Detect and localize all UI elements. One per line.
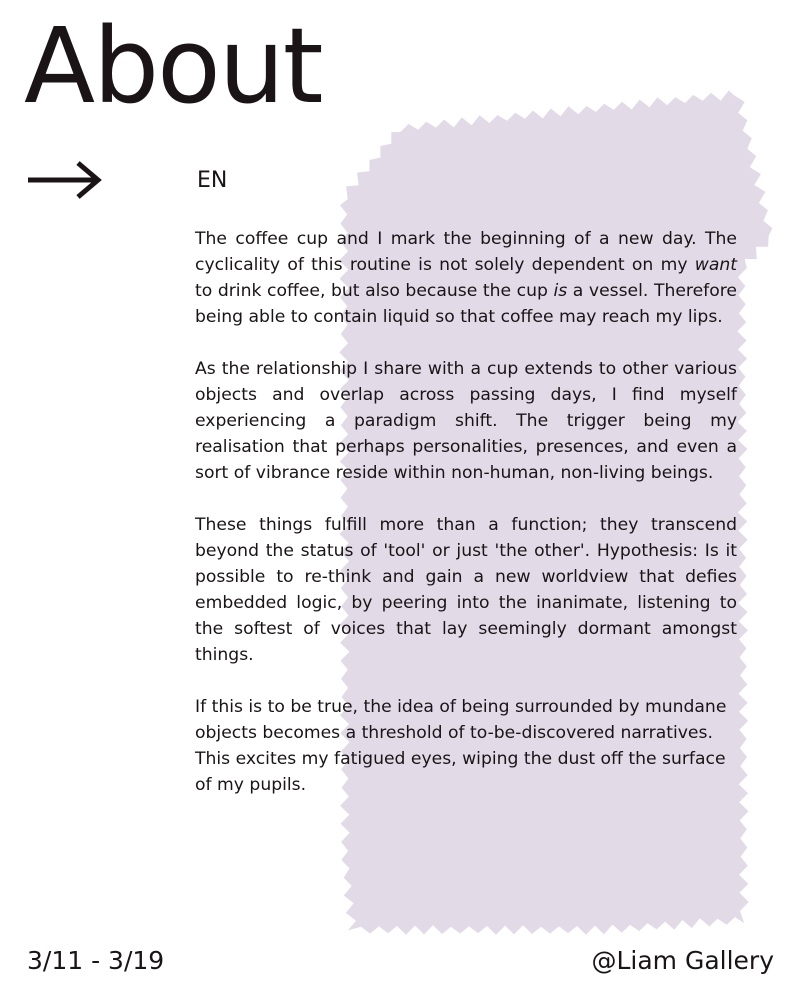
gallery-name: @Liam Gallery xyxy=(591,946,774,975)
paragraph-4: If this is to be true, the idea of being surrounded by mundane objects becomes a threshold of to-be-discovered narratives. This excites my fatigued eyes, wiping the dust off the surface of my pupils. xyxy=(195,697,727,795)
emphasis-is: is xyxy=(553,281,568,301)
paragraph-3: These things fulfill more than a function; they transcend beyond the status of 'tool' or just 'the other'. Hypothesis: Is it possible to re-think and gain a new worldview that defies embedded logic, by peering into the inanimate, listening to the softest of voices that lay seemingly dormant amongst things. xyxy=(195,515,737,665)
emphasis-want: want xyxy=(694,255,737,275)
paragraph-2: As the relationship I share with a cup extends to other various objects and overlap across passing days, I find myself experiencing a paradigm shift. The trigger being my realisation that perhaps personalities, presences, and even a sort of vibrance reside within non-human, non-living beings. xyxy=(195,359,737,483)
about-text xyxy=(195,226,737,824)
arrow-right-icon xyxy=(26,160,104,200)
paragraph-1: The coffee cup and I mark the beginning of a new day. The cyclicality of this routine is not solely dependent on my want to drink coffee, but also because the cup is a vessel. Therefore being able to contain liquid so that coffee may reach my lips. xyxy=(195,229,737,327)
exhibition-dates: 3/11 - 3/19 xyxy=(27,946,165,975)
language-label: EN xyxy=(197,168,228,193)
page-title: About xyxy=(24,5,322,127)
